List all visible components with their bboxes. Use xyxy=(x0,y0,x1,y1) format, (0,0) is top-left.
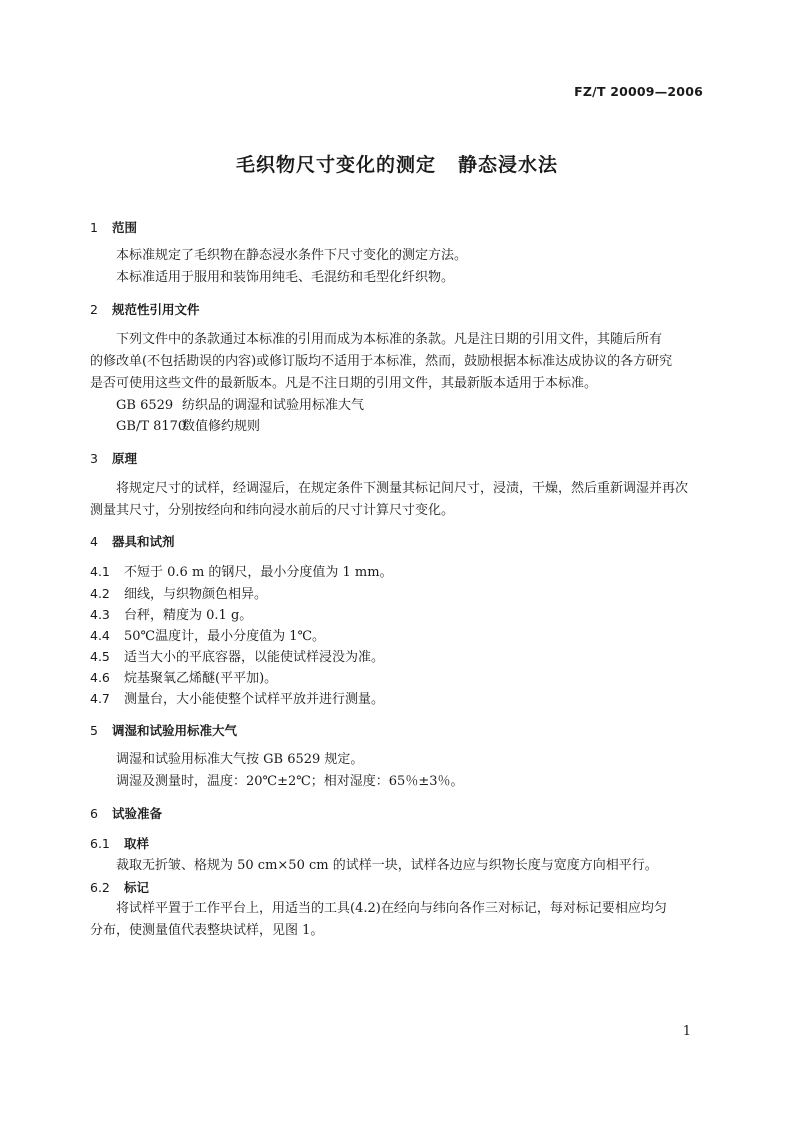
subsection-6-2-heading: 6.2 标记 xyxy=(90,880,150,895)
section-1-heading: 1 范围 xyxy=(90,220,138,235)
title-sub: 静态浸水法 xyxy=(458,154,559,176)
section-2-para-line-1: 下列文件中的条款通过本标准的引用而成为本标准的条款。凡是注日期的引用文件，其随后所有 xyxy=(116,332,663,347)
title-main: 毛织物尺寸变化的测定 xyxy=(235,154,436,176)
subsection-6-1-heading: 6.1 取样 xyxy=(90,836,150,851)
list-item: 4.7 测量台，大小能使整个试样平放并进行测量。 xyxy=(90,691,385,707)
section-5-heading: 5 调湿和试验用标准大气 xyxy=(90,723,238,738)
document-title xyxy=(0,150,794,177)
list-item: 4.3 台秤，精度为 0.1 g。 xyxy=(90,607,253,623)
section-2-heading: 2 规范性引用文件 xyxy=(90,302,200,317)
list-item: 4.1 不短于 0.6 m 的钢尺，最小分度值为 1 mm。 xyxy=(90,564,393,580)
reference-item: GB 6529 纺织品的调湿和试验用标准大气 xyxy=(116,398,365,413)
section-4-heading: 4 器具和试剂 xyxy=(90,534,175,549)
subsection-6-2-para-line-2: 分布，使测量值代表整块试样，见图 1。 xyxy=(90,923,324,938)
list-item: 4.4 50℃温度计，最小分度值为 1℃。 xyxy=(90,628,326,644)
section-2-para-line-2: 的修改单(不包括勘误的内容)或修订版均不适用于本标准，然而，鼓励根据本标准达成协议的各方研究 xyxy=(90,354,673,369)
reference-item: GB/T 8170数值修约规则 xyxy=(116,419,261,434)
section-6-heading: 6 试验准备 xyxy=(90,806,163,821)
list-item: 4.2 细线，与织物颜色相异。 xyxy=(90,586,268,602)
standard-number: FZ/T 20009—2006 xyxy=(574,84,703,99)
subsection-6-2-para-line-1: 将试样平置于工作平台上，用适当的工具(4.2)在经向与纬向各作三对标记，每对标记要相应均匀 xyxy=(116,901,667,916)
section-5-para-2: 调湿及测量时，温度：20℃±2℃；相对湿度：65％±3％。 xyxy=(116,774,464,789)
list-item: 4.5 适当大小的平底容器，以能使试样浸没为准。 xyxy=(90,649,385,665)
section-3-heading: 3 原理 xyxy=(90,451,138,466)
section-5-para-1: 调湿和试验用标准大气按 GB 6529 规定。 xyxy=(116,752,364,767)
section-3-para-line-2: 测量其尺寸，分别按经向和纬向浸水前后的尺寸计算尺寸变化。 xyxy=(90,503,455,518)
page-number: 1 xyxy=(682,1024,691,1039)
section-1-para-1: 本标准规定了毛织物在静态浸水条件下尺寸变化的测定方法。 xyxy=(116,248,468,263)
section-3-para-line-1: 将规定尺寸的试样，经调湿后，在规定条件下测量其标记间尺寸，浸渍，干燥，然后重新调湿并再次 xyxy=(116,481,689,496)
subsection-6-1-para: 裁取无折皱、格规为 50 cm×50 cm 的试样一块，试样各边应与织物长度与宽度方向相平行。 xyxy=(116,858,658,873)
section-1-para-2: 本标准适用于服用和装饰用纯毛、毛混纺和毛型化纤织物。 xyxy=(116,270,455,285)
section-2-para-line-3: 是否可使用这些文件的最新版本。凡是不注日期的引用文件，其最新版本适用于本标准。 xyxy=(90,376,598,391)
list-item: 4.6 烷基聚氧乙烯醚(平平加)。 xyxy=(90,670,278,686)
